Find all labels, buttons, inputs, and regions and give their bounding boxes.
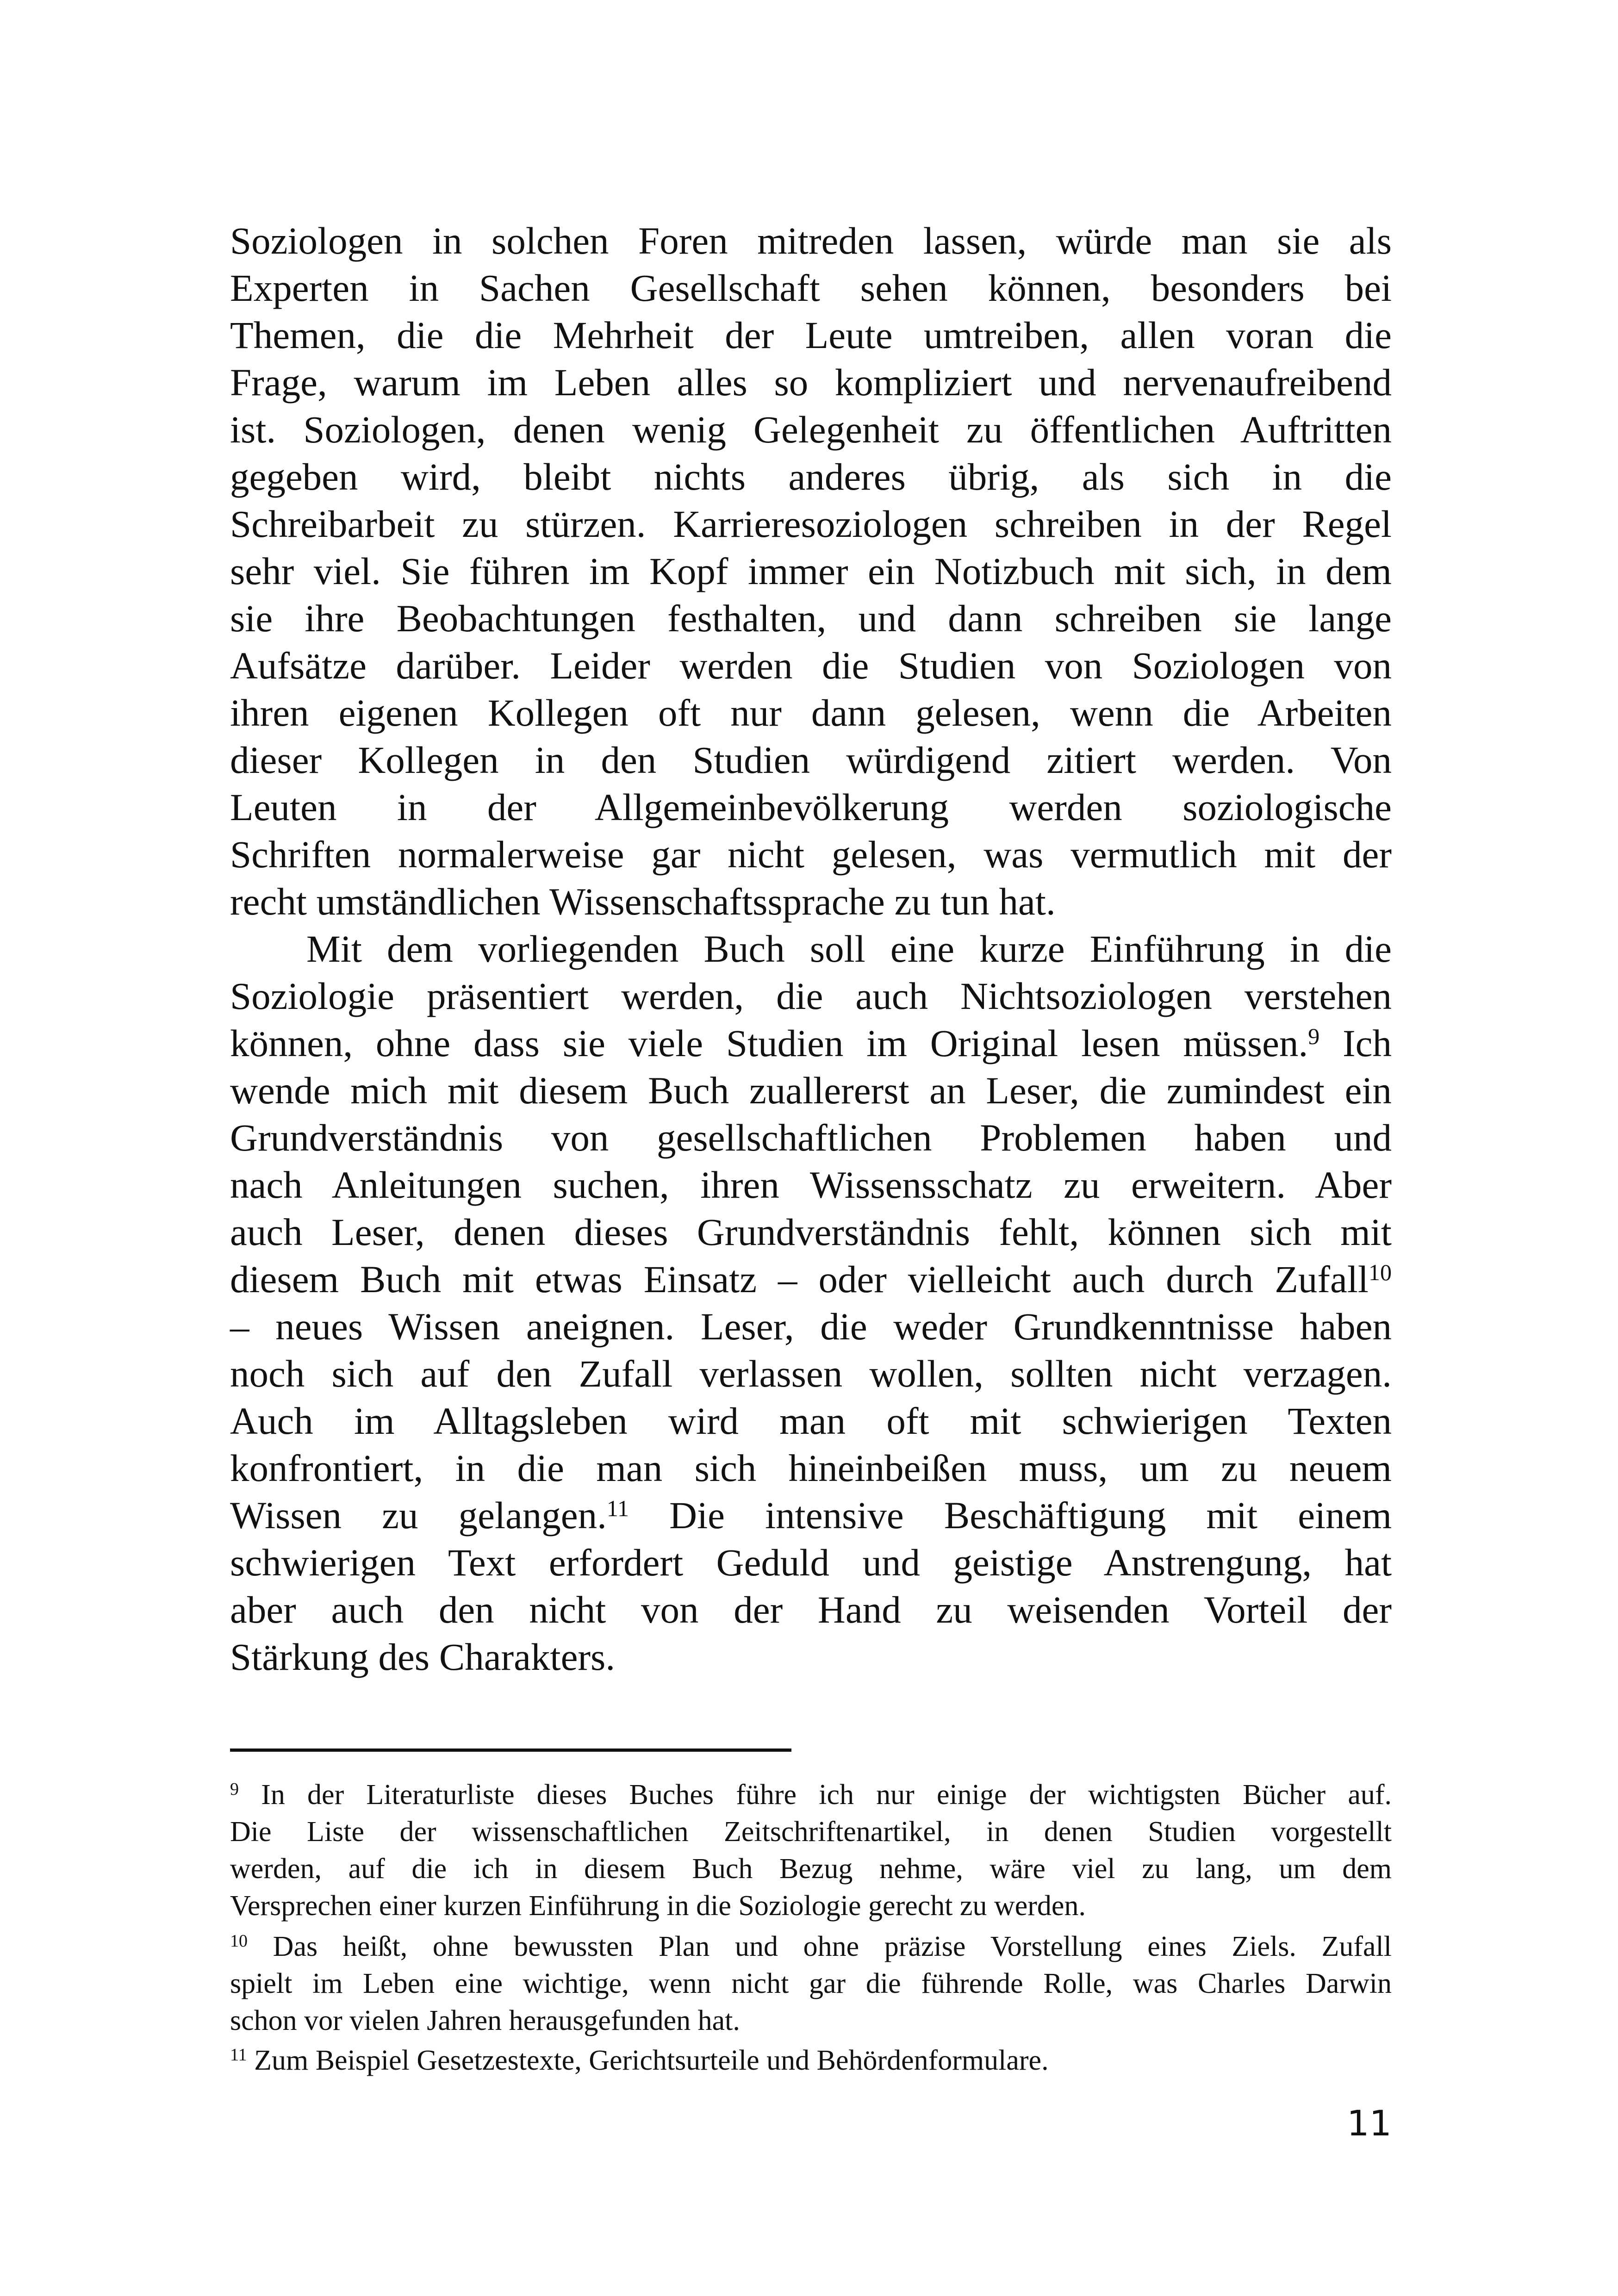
body-text: können, ohne dass sie viele Studien im Original lesen müssen. — [230, 1022, 1308, 1064]
body-text: Ich — [1343, 1022, 1392, 1064]
body-line: noch sich auf den Zufall verlassen wollen, sollten nicht verzagen. — [230, 1352, 1392, 1395]
body-line: Aufsätze darüber. Leider werden die Studien von Soziologen von — [230, 644, 1392, 687]
footnote-9 — [230, 1776, 1392, 1813]
body-text: Wissen zu gelangen. — [230, 1494, 607, 1537]
footnote-ref-9[interactable]: 9 — [1308, 1023, 1320, 1049]
footnote-line: Versprechen einer kurzen Einführung in die Soziologie gerecht zu werden. — [230, 1890, 1086, 1922]
body-line: ihren eigenen Kollegen oft nur dann gelesen, wenn die Arbeiten — [230, 691, 1392, 734]
footnote-line: Die Liste der wissenschaftlichen Zeitschriftenartikel, in denen Studien vorgestellt — [230, 1816, 1392, 1848]
body-line: dieser Kollegen in den Studien würdigend zitiert werden. Von — [230, 739, 1392, 781]
footnote-line: schon vor vielen Jahren herausgefunden hat. — [230, 2005, 740, 2036]
body-line: nach Anleitungen suchen, ihren Wissensschatz zu erweitern. Aber — [230, 1164, 1392, 1206]
footnote-text: In der Literaturliste dieses Buches führe ich nur einige der wichtigsten Bücher auf. — [261, 1779, 1392, 1811]
body-line: sie ihre Beobachtungen festhalten, und dann schreiben sie lange — [230, 597, 1392, 640]
body-line: schwierigen Text erfordert Geduld und geistige Anstrengung, hat — [230, 1541, 1392, 1584]
body-line: Stärkung des Charakters. — [230, 1636, 616, 1678]
body-line: Soziologen in solchen Foren mitreden lassen, würde man sie als — [230, 219, 1392, 262]
body-text: diesem Buch mit etwas Einsatz – oder vielleicht auch durch Zufall — [230, 1258, 1369, 1300]
footnote-text: Zum Beispiel Gesetzestexte, Gerichtsurteile und Behördenformulare. — [254, 2045, 1049, 2076]
body-text: Die intensive Beschäftigung mit einem — [669, 1494, 1392, 1537]
body-line: Grundverständnis von gesellschaftlichen Problemen haben und — [230, 1116, 1392, 1159]
body-line: Soziologie präsentiert werden, die auch Nichtsoziologen verstehen — [230, 975, 1392, 1017]
body-line: aber auch den nicht von der Hand zu weisenden Vorteil der — [230, 1588, 1392, 1631]
footnote-marker: 10 — [230, 1931, 248, 1951]
body-line: auch Leser, denen dieses Grundverständnis fehlt, können sich mit — [230, 1211, 1392, 1253]
body-line: Themen, die die Mehrheit der Leute umtreiben, allen voran die — [230, 314, 1392, 356]
footnote-line: spielt im Leben eine wichtige, wenn nicht gar die führende Rolle, was Charles Darwin — [230, 1968, 1392, 1999]
body-line: recht umständlichen Wissenschaftssprache zu tun hat. — [230, 880, 1056, 923]
body-line: Schreibarbeit zu stürzen. Karrieresoziologen schreiben in der Regel — [230, 503, 1392, 545]
body-line: Experten in Sachen Gesellschaft sehen können, besonders bei — [230, 267, 1392, 309]
footnote-separator — [230, 1748, 791, 1752]
body-line-with-footnote-ref — [230, 1492, 1392, 1538]
body-line-with-footnote-ref — [230, 1256, 1392, 1302]
body-line: – neues Wissen aneignen. Leser, die weder Grundkenntnisse haben — [230, 1305, 1392, 1348]
body-line: Auch im Alltagsleben wird man oft mit schwierigen Texten — [230, 1400, 1392, 1442]
footnote-text: Das heißt, ohne bewussten Plan und ohne präzise Vorstellung eines Ziels. Zufall — [273, 1931, 1392, 1962]
footnote-ref-11[interactable]: 11 — [606, 1495, 629, 1521]
body-line: Leuten in der Allgemeinbevölkerung werden soziologische — [230, 786, 1392, 828]
footnote-10 — [230, 1928, 1392, 1965]
body-line: wende mich mit diesem Buch zuallererst an Leser, die zumindest ein — [230, 1069, 1392, 1112]
page-number: 11 — [1347, 2103, 1392, 2144]
body-line: konfrontiert, in die man sich hineinbeißen muss, um zu neuem — [230, 1447, 1392, 1489]
footnote-marker: 11 — [230, 2045, 247, 2065]
body-line: Schriften normalerweise gar nicht gelesen, was vermutlich mit der — [230, 833, 1392, 876]
body-line: sehr viel. Sie führen im Kopf immer ein Notizbuch mit sich, in dem — [230, 550, 1392, 592]
footnote-11 — [230, 2042, 1392, 2079]
body-line: Mit dem vorliegenden Buch soll eine kurze Einführung in die — [306, 927, 1392, 970]
body-line: ist. Soziologen, denen wenig Gelegenheit zu öffentlichen Auftritten — [230, 408, 1392, 451]
body-line: gegeben wird, bleibt nichts anderes übrig, als sich in die — [230, 455, 1392, 498]
footnote-ref-10[interactable]: 10 — [1369, 1259, 1392, 1285]
footnote-line: werden, auf die ich in diesem Buch Bezug nehme, wäre viel zu lang, um dem — [230, 1853, 1392, 1885]
footnote-marker: 9 — [230, 1780, 239, 1799]
body-line: Frage, warum im Leben alles so kompliziert und nervenaufreibend — [230, 361, 1392, 404]
body-line-with-footnote-ref — [230, 1020, 1392, 1066]
